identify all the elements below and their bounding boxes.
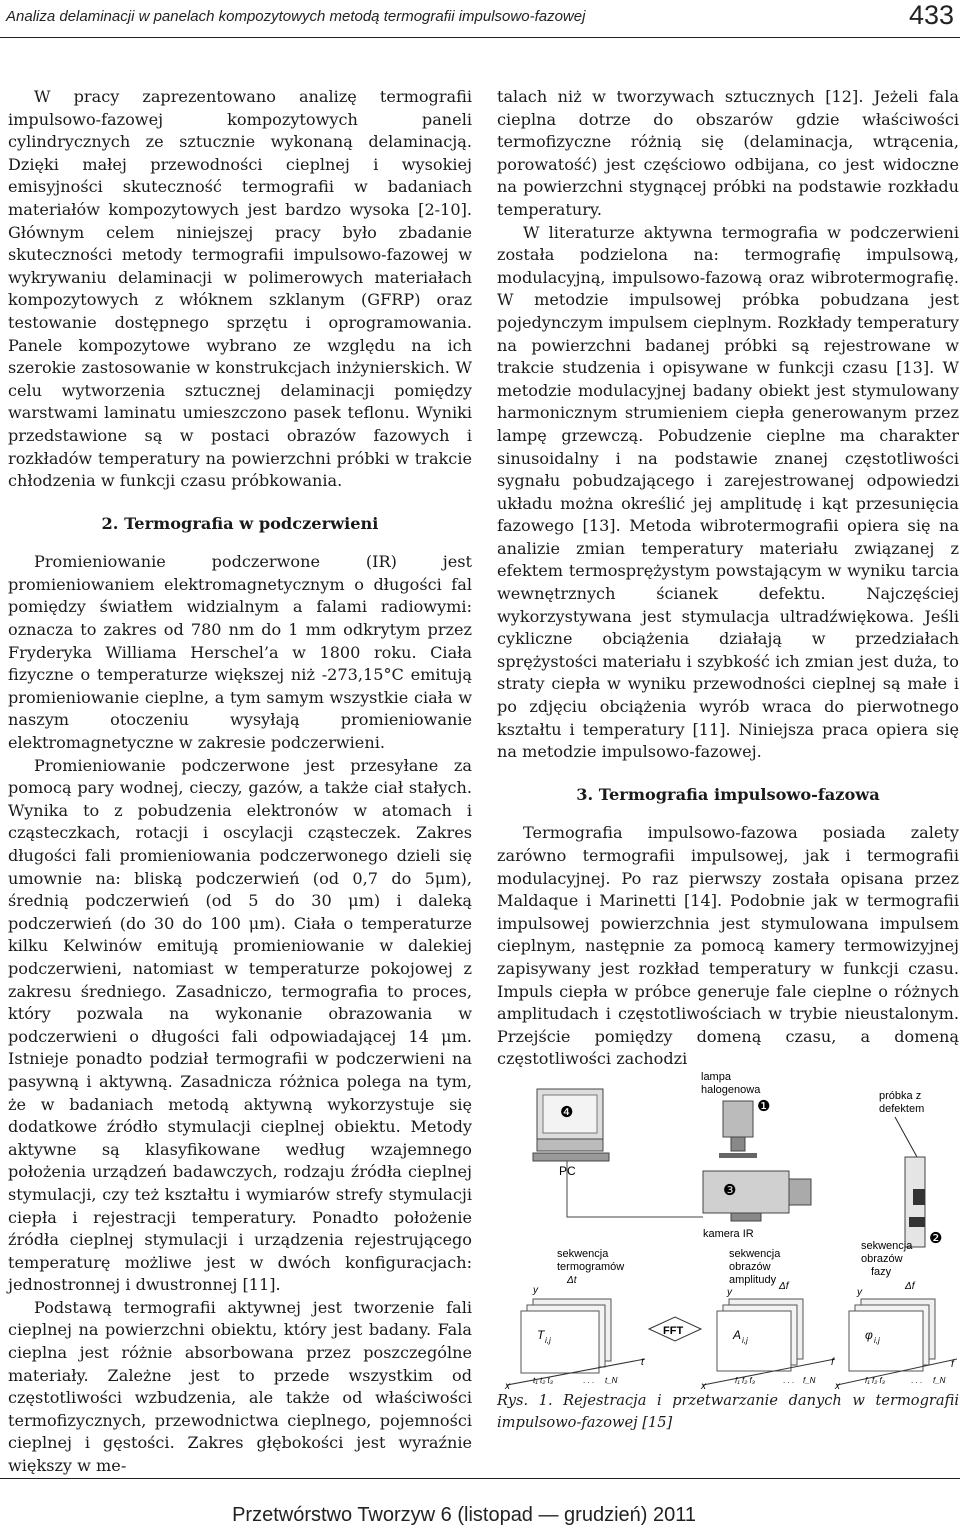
seq-phase-label-2: obrazów	[861, 1253, 903, 1265]
axis-x-1: x	[505, 1381, 510, 1392]
figure-svg	[497, 1067, 959, 1392]
axis-x-3: x	[835, 1381, 840, 1392]
dots-2: . . .	[783, 1376, 795, 1385]
cell-a: A	[733, 1328, 742, 1342]
lamp-label-1: lampa	[701, 1071, 731, 1083]
number-1: ❶	[757, 1098, 771, 1115]
paragraph-pulse-phase: Termografia impulsowo-fazowa posiada zalety zarówno termografii impulsowej, jak i termografii modulacyjnej. Po raz pierwszy została opisana przez Maldaque i Marinetti [14]. Podobnie jak w termografii impulsowej powierzchnia jest stymulowana impulsem cieplnym, następnie za pomocą kamery termowizyjnej zapisywany jest rozkład temperatury w funkcji czasu. Impuls ciepła w próbce generuje fale cieplne o różnych amplitudach i częstotliwościach w trybie nieustalonym. Przejście pomiędzy domeną czasu, a domeną częstotliwości zachodzi	[497, 823, 959, 1069]
header-rule	[0, 37, 960, 38]
f-ticks-1: f₁ f₂ f₃	[735, 1376, 755, 1385]
seq-amp-label-3: amplitudy	[729, 1274, 777, 1286]
axis-f-1: f	[831, 1357, 834, 1368]
number-4: ❹	[560, 1104, 574, 1121]
number-3: ❸	[723, 1182, 737, 1199]
cell-t: T	[537, 1328, 545, 1342]
thermogram-stack	[507, 1299, 645, 1385]
sample-label-1: próbka z	[879, 1090, 922, 1102]
running-header	[0, 0, 960, 40]
seq-phase-label-3: fazy	[871, 1266, 892, 1278]
cell-t-sub: i,j	[545, 1336, 551, 1345]
dt-label: Δt	[567, 1275, 577, 1286]
axis-f-2: f	[951, 1359, 954, 1370]
amplitude-stack	[703, 1299, 835, 1385]
halogen-lamp	[719, 1101, 757, 1158]
df-label-1: Δf	[779, 1281, 789, 1292]
paragraph-continued: talach niż w tworzywach sztucznych [12]. Jeżeli fala cieplna dotrze do obszarów gdzie właściwości termofizyczne różnią się (delaminacja, wtrącenia, porowatość) jest częściowo odbijana, co jest widoczne na powierzchni stygnącej próbki na podstawie rozkładu temperatury.	[497, 87, 959, 219]
pc-computer	[533, 1089, 609, 1161]
paragraph-literature: W literaturze aktywna termografia w podczerwieni została podzielona na: termografię impulsową, modulacyjną, impulsowo-fazową oraz wibrotermografię. W metodzie impulsowej próbka pobudzana jest pojedynczym impulsem cieplnym. Rozkłady temperatury na powierzchni badanej próbki są rejestrowane w trakcie studzenia i opisywane w funkcji czasu [13]. W metodzie modulacyjnej badany obiekt jest stymulowany harmonicznym strumieniem ciepła generowanym przez lampę grzewczą. Pobudzenie cieplne ma charakter sinusoidalny i na podstawie znanej częstotliwości sygnału pobudzającego i zarejestrowanej odpowiedzi układu można określić jej amplitudę i kąt przesunięcia fazowego [13]. Metoda wibrotermografii opiera się na analizie zmian temperatury materiału związanej z efektem termosprężystym powstającym w wyniku tarcia wewnętrznych ścianek defektu. Najczęściej wykorzystywana jest stymulacja ultradźwiękowa. Jeśli cykliczne obciążenia działają w przedziałach sprężystości materiału i szybkość ich zmian jest duża, to straty ciepła w wyniku przewodności cieplnej są małe i po zdjęciu obciążenia wyrób wraca do pierwotnego kształtu i temperatury [11]. Niniejsza praca opiera się na metodzie impulsowo-fazowej.	[497, 222, 959, 762]
sample-label-2: defektem	[879, 1103, 925, 1115]
f-ticks-2: f₁ f₂ f₃	[865, 1376, 885, 1385]
running-title: Analiza delaminacji w panelach kompozytowych metodą termografii impulsowo-fazowej	[6, 8, 586, 25]
f-end-1: f_N	[803, 1376, 816, 1385]
paragraph-ir-definition: Promieniowanie podczerwone (IR) jest promieniowaniem elektromagnetycznym o długości fal pomiędzy światłem widzialnym a falami radiowymi: oznacza to zakres od 780 nm do 1 mm odkrytym przez Fryderyka Williama Herschel’a w 1800 roku. Ciała fizyczne o temperaturze większej niż -273,15°C emitują promieniowanie cieplne, a tym samym wszystkie ciała w naszym otoczeniu wysyłają promieniowanie elektromagnetyczne w zakresie podczerwieni.	[8, 552, 472, 753]
axis-t: t	[641, 1357, 644, 1368]
section-heading-3: 3. Termografia impulsowo-fazowa	[576, 784, 880, 804]
t-ticks: t₁ t₂ t₃	[533, 1376, 553, 1385]
left-column	[8, 86, 472, 1478]
cell-a-sub: i,j	[742, 1336, 748, 1345]
dots-1: . . .	[583, 1376, 595, 1385]
axis-y-3: y	[857, 1287, 862, 1298]
paragraph-active-thermography: Podstawą termografii aktywnej jest tworzenie fali cieplnej na powierzchni obiektu, który jest badany. Fala cieplna jest różnie absorbowana przez poszczególne materiały. Zależne jest to przede wszystkim od częstotliwości wzbudzenia, ale także od właściwości termofizycznych, przewodnictwa cieplnego, pojemności cieplnej i gęstości. Zakres głębokości jest wyraźnie większy w me-	[8, 1297, 472, 1476]
paragraph-ir-transmission: Promieniowanie podczerwone jest przesyłane za pomocą pary wodnej, cieczy, gazów, a także ciał stałych. Wynika to z pobudzenia elektronów w atomach i cząsteczkach, rotacji i oscylacji cząsteczek. Zakres długości fali promieniowania podczerwonego dzieli się umownie na: bliską podczerwień (od 0,7 do 5μm), średnią podczerwień (od 5 do 30 μm) i daleką podczerwień (do 30 do 100 μm). Ciała o temperaturze kilku Kelwinów emitują promieniowanie w dalekiej podczerwieni, natomiast w temperaturze pokojowej z zakresu średniego. Zasadniczo, termografia to proces, który pozwala na wykonanie obrazowania w podczerwieni o długości fali odpowiadającej 14 μm. Istnieje ponadto podział termografii w podczerwieni na pasywną i aktywną. Zasadnicza różnica polega na tym, że w badaniach metodą aktywną wykorzystuje się dodatkowe źródło stymulacji cieplnej obiektu. Metody aktywne są klasyfikowane według wzajemnego położenia urządzeń badawczych, rodzaju źródła cieplnej stymulacji, czy też kształtu i wymiarów strefy stymulacji ciepła i rejestracji temperatury. Ponadto położenie źródła cieplnej stymulacji i urządzenia rejestrującego temperaturę możliwe jest w dwóch konfiguracjach: jednostronnej i dwustronnej [11].	[8, 755, 472, 1295]
fft-label: FFT	[663, 1325, 684, 1337]
ir-camera	[703, 1171, 811, 1221]
axis-y-2: y	[727, 1287, 732, 1298]
f-end-2: f_N	[933, 1376, 946, 1385]
seq-phase-label-1: sekwencja	[861, 1240, 913, 1252]
camera-label: kamera IR	[703, 1228, 754, 1240]
number-2: ❷	[929, 1230, 943, 1247]
dots-3: . . .	[911, 1376, 923, 1385]
lamp-label-2: halogenowa	[701, 1084, 761, 1096]
sample-panel	[905, 1157, 925, 1247]
cell-phi: φ	[865, 1328, 873, 1342]
figure-diagram	[497, 1067, 959, 1392]
seq-amp-label-1: sekwencja	[729, 1248, 781, 1260]
seq-temp-label-2: termogramów	[557, 1261, 625, 1273]
t-end: t_N	[605, 1376, 618, 1385]
page-number: 433	[908, 0, 954, 30]
seq-temp-label-1: sekwencja	[557, 1248, 609, 1260]
section-heading-2: 2. Termografia w podczerwieni	[101, 513, 379, 533]
axis-y-1: y	[533, 1285, 538, 1296]
seq-amp-label-2: obrazów	[729, 1261, 771, 1273]
paragraph-intro: W pracy zaprezentowano analizę termografii impulsowo-fazowej kompozytowych paneli cylindrycznych ze sztucznie wykonaną delaminacją. Dzięki małej przewodności cieplnej i wysokiej emisyjności skuteczność termografii w badaniach materiałów kompozytowych jest bardzo wysoka [2-10]. Głównym celem niniejszej pracy było zbadanie skuteczności metody termografii impulsowo-fazowej w wykrywaniu delaminacji w polimerowych materiałach kompozytowych z włóknem szklanym (GFRP) oraz testowanie dostępnego sprzętu i oprogramowania. Panele kompozytowe wybrano ze względu na ich szerokie zastosowanie w konstrukcjach inżynierskich. W celu wytworzenia sztucznej delaminacji pomiędzy warstwami laminatu umieszczono pasek teflonu. Wyniki przedstawione są w postaci obrazów fazowych i rozkładów temperatury na powierzchni próbki w trakcie chłodzenia w funkcji czasu próbkowania.	[8, 87, 472, 491]
running-footer	[0, 1478, 960, 1531]
footer-rule	[0, 1478, 960, 1479]
axis-x-2: x	[701, 1381, 706, 1392]
right-column	[497, 86, 959, 1071]
figure-caption: Rys. 1. Rejestracja i przetwarzanie danych w termografii impulsowo-fazowej [15]	[497, 1392, 959, 1431]
journal-footer: Przetwórstwo Tworzyw 6 (listopad — grudzień) 2011	[232, 1504, 696, 1526]
pc-label: PC	[559, 1164, 576, 1178]
cell-phi-sub: i,j	[874, 1336, 880, 1345]
phase-stack	[837, 1299, 957, 1385]
df-label-2: Δf	[905, 1281, 915, 1292]
